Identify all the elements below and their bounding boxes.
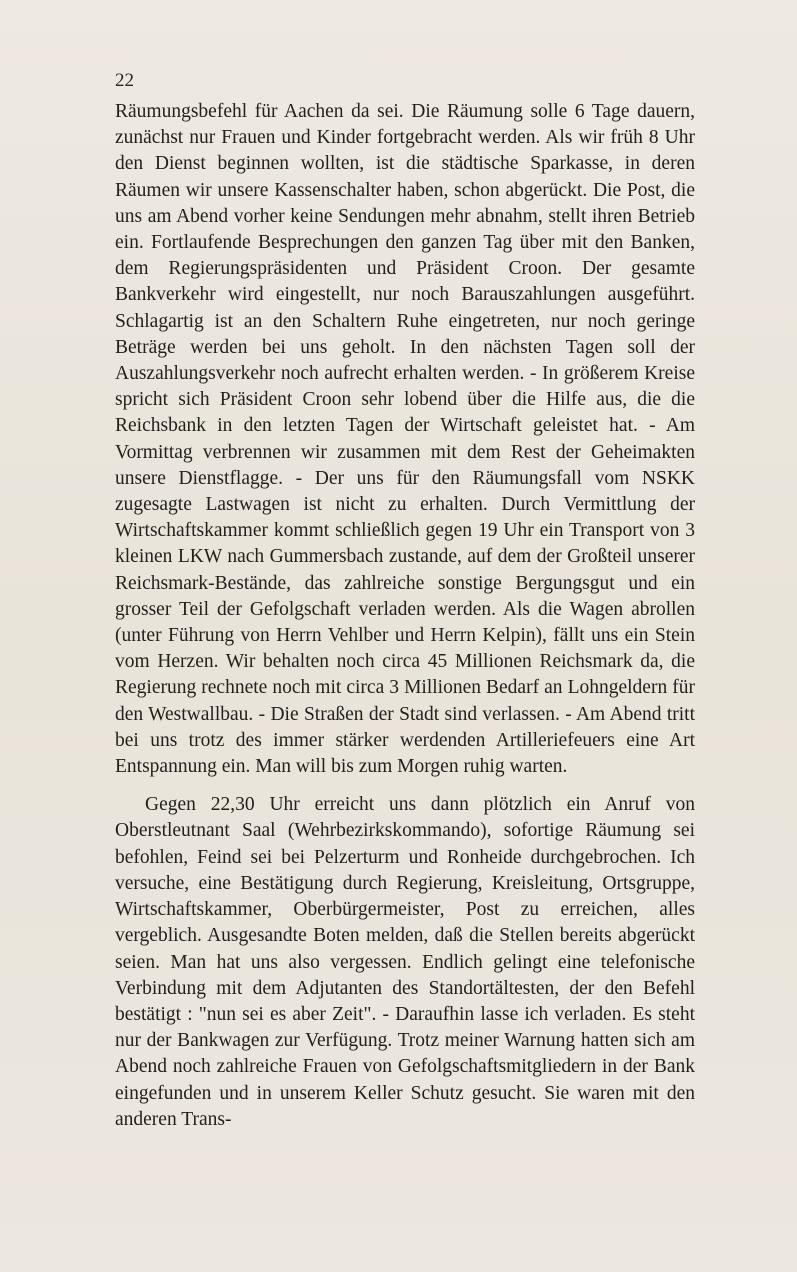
paragraph-spacer [115,780,695,792]
paragraph-1: Räumungsbefehl für Aachen da sei. Die Räumung solle 6 Tage dauern, zunächst nur Frauen und Kinder fortgebracht werden. Als wir früh 8 Uhr den Dienst beginnen wollten, ist die städtische Sparkasse, in deren Räumen wir unsere Kassenschalter haben, schon abgerückt. Die Post, die uns am Abend vorher keine Sendungen mehr abnahm, stellt ihren Betrieb ein. Fortlaufende Besprechungen den ganzen Tag über mit den Banken, dem Regierungspräsidenten und Präsident Croon. Der gesamte Bankverkehr wird eingestellt, nur noch Barauszahlungen ausgeführt. Schlagartig ist an den Schaltern Ruhe eingetreten, nur noch geringe Beträge werden bei uns geholt. In den nächsten Tagen soll der Auszahlungsverkehr noch aufrecht erhalten werden. - In größerem Kreise spricht sich Präsident Croon sehr lobend über die Hilfe aus, die die Reichsbank in den letzten Tagen der Wirtschaft geleistet hat. - Am Vormittag verbrennen wir zusammen mit dem Rest der Geheimakten unsere Dienstflagge. - Der uns für den Räumungsfall vom NSKK zugesagte Lastwagen ist nicht zu erhalten. Durch Vermittlung der Wirtschaftskammer kommt schließlich gegen 19 Uhr ein Transport von 3 kleinen LKW nach Gummersbach zustande, auf dem der Großteil unserer Reichsmark-Bestände, das zahlreiche sonstige Bergungsgut und ein grosser Teil der Gefolgschaft verladen werden. Als die Wagen abrollen (unter Führung von Herrn Vehlber und Herrn Kelpin), fällt uns ein Stein vom Herzen. Wir behalten noch circa 45 Millionen Reichsmark da, die Regierung rechnete noch mit circa 3 Millionen Bedarf an Lohngeldern für den Westwallbau. - Die Straßen der Stadt sind verlassen. - Am Abend tritt bei uns trotz des immer stärker werdenden Artilleriefeuers eine Art Entspannung ein. Man will bis zum Morgen ruhig warten. [115,101,695,778]
page-number: 22 [115,70,134,91]
body-text [115,99,695,1133]
paragraph-2: Gegen 22,30 Uhr erreicht uns dann plötzlich ein Anruf von Oberstleutnant Saal (Wehrbezirkskommando), sofortige Räumung sei befohlen, Feind sei bei Pelzerturm und Ronheide durchgebrochen. Ich versuche, eine Bestätigung durch Regierung, Kreisleitung, Ortsgruppe, Wirtschaftskammer, Oberbürgermeister, Post zu erreichen, alles vergeblich. Ausgesandte Boten melden, daß die Stellen bereits abgerückt seien. Man hat uns also vergessen. Endlich gelingt eine telefonische Verbindung mit dem Adjutanten des Standortältesten, der den Befehl bestätigt : "nun sei es aber Zeit". - Daraufhin lasse ich verladen. Es steht nur der Bankwagen zur Verfügung. Trotz meiner Warnung hatten sich am Abend noch zahlreiche Frauen von Gefolgschaftsmitgliedern in der Bank eingefunden und in unserem Keller Schutz gesucht. Sie waren mit den anderen Trans- [115,794,695,1130]
